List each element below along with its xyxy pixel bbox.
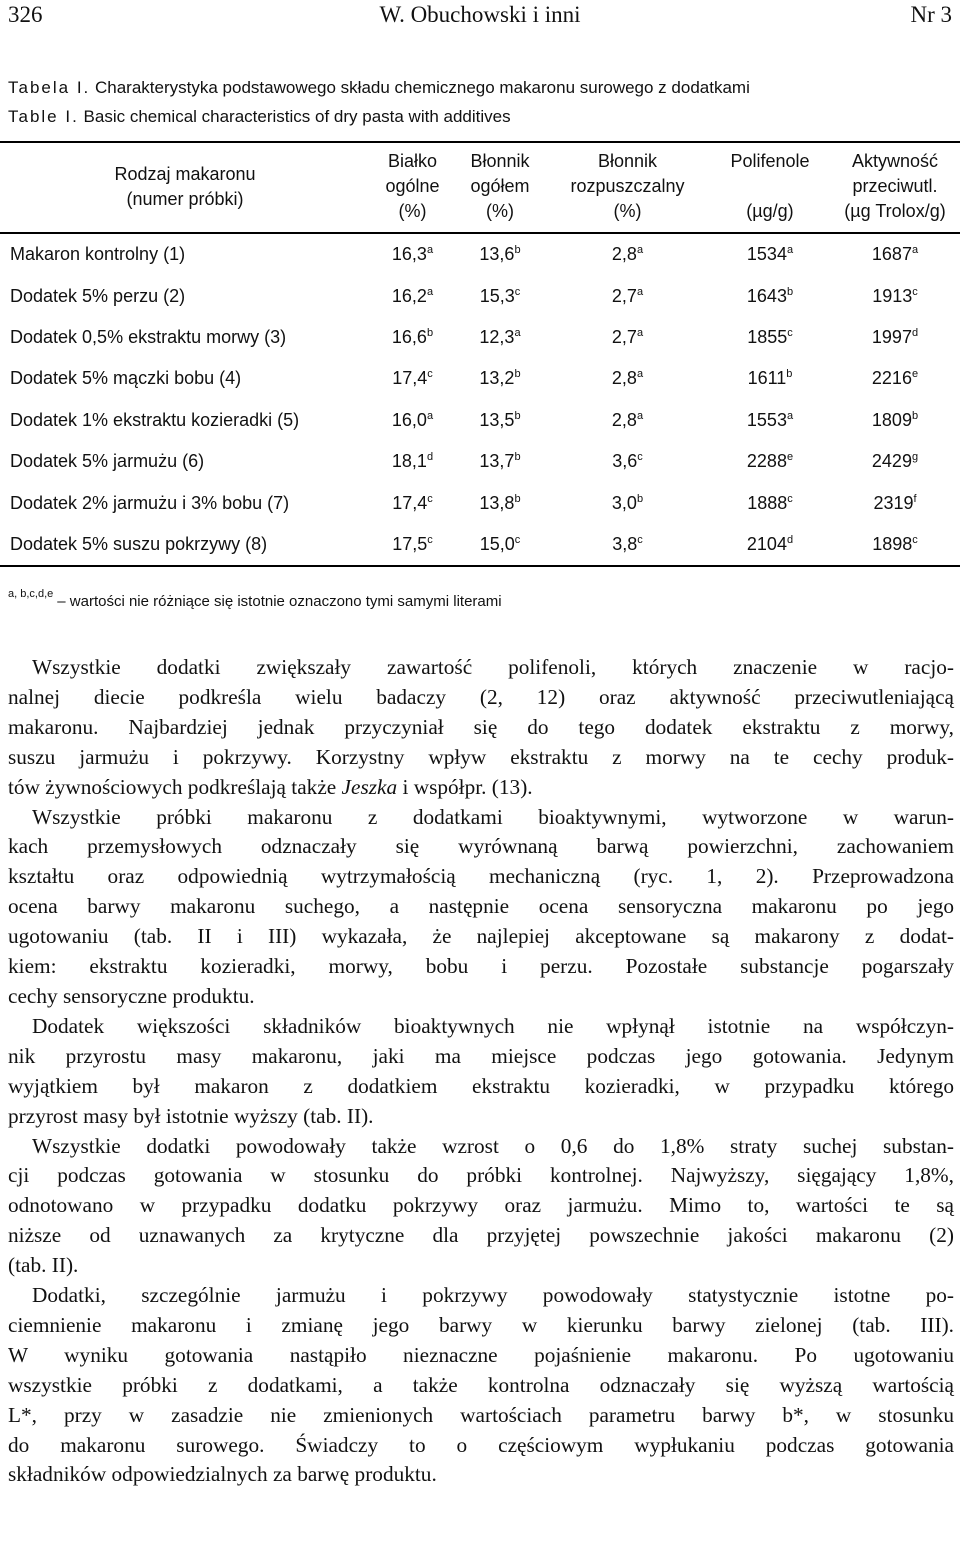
page-number: 326: [8, 2, 43, 27]
significance-letter: a: [514, 326, 521, 339]
cell-value: 2,7: [611, 285, 637, 306]
value-cell: [370, 358, 455, 399]
header-polyphenols: [710, 142, 830, 233]
value-cell: [710, 441, 830, 482]
header-line: Aktywność: [851, 151, 939, 171]
header-line: (µg Trolox/g): [844, 201, 946, 221]
value-cell: [545, 441, 710, 482]
cell-value: 13,5: [479, 409, 515, 430]
significance-letter: a: [636, 326, 644, 339]
cell-value: 2,8: [611, 409, 637, 430]
header-line: (%): [613, 201, 642, 221]
value-cell: [830, 275, 960, 316]
table-row: [0, 482, 960, 523]
significance-letter: f: [913, 492, 917, 505]
value-cell: [830, 441, 960, 482]
article-body: [8, 653, 954, 1490]
body-paragraph: [8, 1132, 954, 1282]
cell-value: 1809: [871, 409, 912, 430]
value-cell: [710, 524, 830, 566]
value-cell: [545, 524, 710, 566]
sample-name-cell: Dodatek 2% jarmużu i 3% bobu (7): [10, 492, 290, 513]
cell-value: 3,6: [612, 451, 638, 472]
value-cell: [455, 358, 545, 399]
sample-name-cell: Dodatek 5% jarmużu (6): [10, 451, 205, 472]
value-cell: [830, 317, 960, 358]
header-line: ogółem: [470, 176, 530, 196]
cell-value: 2319: [873, 492, 914, 513]
sample-name-cell: Dodatek 5% mączki bobu (4): [10, 368, 242, 389]
footnote-text: – wartości nie różniące się istotnie oznaczono tymi samymi literami: [57, 593, 502, 610]
cell-value: 2216: [871, 368, 912, 389]
cell-value: 13,8: [479, 492, 515, 513]
value-cell: [710, 482, 830, 523]
significance-letter: d: [426, 451, 434, 464]
header-line: [710, 174, 830, 199]
cell-value: 1643: [746, 285, 787, 306]
significance-letter: b: [636, 492, 644, 505]
significance-letter: b: [786, 285, 794, 298]
table-header-row: [0, 142, 960, 233]
header-line: Polifenole: [730, 151, 810, 171]
significance-letter: b: [514, 244, 521, 257]
text-line: kach przemysłowych odznaczały się wyrównaną barwą powierzchni, zachowaniem: [8, 834, 954, 859]
header-sample-type: [0, 142, 370, 233]
significance-letter: b: [911, 409, 919, 422]
text-line: do makaronu surowego. Świadczy to o częściowym wypłukaniu podczas gotowania: [8, 1432, 954, 1457]
text-line: tów żywnościowych podkreślają także Jeszka i współpr. (13).: [8, 774, 533, 799]
cell-value: 17,5: [392, 533, 428, 554]
cell-value: 17,4: [392, 368, 428, 389]
value-cell: [455, 524, 545, 566]
value-cell: [830, 524, 960, 566]
value-cell: [455, 317, 545, 358]
value-cell: [545, 358, 710, 399]
text-line: suszu jarmużu i pokrzywy. Korzystny wpływ ekstraktu z morwy na te cechy produk-: [8, 744, 954, 769]
cell-value: 1611: [747, 368, 787, 389]
value-cell: [710, 358, 830, 399]
significance-letter: b: [786, 368, 793, 381]
text-line: Wszystkie dodatki powodowały także wzrost o 0,6 do 1,8% straty suchej substan-: [32, 1133, 954, 1158]
significance-letter: c: [787, 492, 793, 505]
value-cell: [830, 358, 960, 399]
text-line: Dodatek większości składników bioaktywnych nie wpłynął istotnie na współczyn-: [32, 1013, 954, 1038]
value-cell: [545, 233, 710, 275]
value-cell: [455, 233, 545, 275]
value-cell: [710, 317, 830, 358]
text-line: kiem: ekstraktu kozieradki, morwy, bobu i perzu. Pozostałe substancje pogarszały: [8, 954, 954, 979]
body-paragraph: [8, 653, 954, 803]
table-row: [0, 233, 960, 275]
value-cell: [370, 317, 455, 358]
table-row: [0, 275, 960, 316]
value-cell: [710, 275, 830, 316]
text-line: Wszystkie próbki makaronu z dodatkami bioaktywnymi, wytworzone w warun-: [32, 804, 954, 829]
text-line: odnotowano w przypadku dodatku pokrzywy oraz jarmużu. Mimo to, wartości te są: [8, 1193, 954, 1218]
header-line: rozpuszczalny: [570, 176, 685, 196]
header-total-fiber: [455, 142, 545, 233]
value-cell: [830, 233, 960, 275]
table-caption-en-text: Basic chemical characteristics of dry pasta with additives: [83, 107, 511, 126]
table-row: [0, 524, 960, 566]
table-row: [0, 317, 960, 358]
cell-value: 1888: [747, 492, 788, 513]
value-cell: [370, 233, 455, 275]
cell-value: 2288: [746, 451, 787, 472]
significance-letter: b: [514, 492, 521, 505]
table-caption-pl-prefix: Tabela I.: [8, 78, 91, 97]
header-line: (µg/g): [746, 201, 794, 221]
significance-letter: c: [787, 326, 793, 339]
significance-letter: c: [637, 451, 643, 464]
cell-value: 15,3: [479, 285, 515, 306]
text-line: (tab. II).: [8, 1253, 79, 1278]
table-body: [0, 233, 960, 566]
value-cell: [370, 524, 455, 566]
significance-letter: d: [786, 533, 794, 546]
value-cell: [455, 275, 545, 316]
table-caption-pl: [8, 78, 750, 98]
significance-letter: c: [427, 533, 433, 546]
table-row: [0, 358, 960, 399]
text-line: L*, przy w zasadzie nie zmienionych wartościach parametru barwy b*, w stosunku: [8, 1402, 954, 1427]
value-cell: [455, 400, 545, 441]
cell-value: 1687: [871, 244, 912, 265]
footnote-letters: a, b,c,d,e: [8, 588, 54, 600]
issue-number: Nr 3: [910, 2, 952, 27]
value-cell: [830, 482, 960, 523]
header-line: Rodzaj makaronu: [114, 163, 256, 184]
value-cell: [370, 275, 455, 316]
cell-value: 13,6: [479, 244, 515, 265]
text-line: Dodatki, szczególnie jarmużu i pokrzywy powodowały statystycznie istotne po-: [32, 1283, 954, 1308]
value-cell: [370, 441, 455, 482]
sample-name-cell: Dodatek 5% suszu pokrzywy (8): [0, 524, 370, 566]
header-soluble-fiber: [545, 142, 710, 233]
significance-letter: a: [426, 285, 434, 298]
text-line: makaronu. Najbardziej jednak przyczyniał się do tego dodatek ekstraktu z morwy,: [8, 714, 954, 739]
running-title-authors: W. Obuchowski i inni: [379, 2, 581, 27]
table-caption-en-prefix: Table I.: [8, 107, 79, 126]
value-cell: [710, 400, 830, 441]
significance-letter: c: [637, 533, 643, 546]
significance-letter: a: [636, 244, 644, 257]
cell-value: 1898: [872, 533, 913, 554]
text-line: Wszystkie dodatki zwiększały zawartość polifenoli, których znaczenie w racjo-: [32, 655, 954, 679]
value-cell: [455, 441, 545, 482]
significance-letter: a: [911, 244, 919, 257]
value-cell: [710, 233, 830, 275]
significance-letter: d: [911, 326, 919, 339]
significance-letter: a: [786, 244, 794, 257]
header-line: Białko: [387, 151, 438, 171]
cell-value: 1534: [746, 244, 787, 265]
value-cell: [830, 400, 960, 441]
body-paragraph: [8, 1012, 954, 1132]
cell-value: 18,1: [391, 451, 427, 472]
significance-letter: c: [514, 533, 521, 546]
value-cell: [455, 482, 545, 523]
cell-value: 3,8: [612, 533, 638, 554]
table-row: [0, 400, 960, 441]
header-line: (%): [486, 201, 514, 221]
cell-value: 17,4: [392, 492, 428, 513]
header-line: Błonnik: [597, 151, 658, 171]
header-line: (%): [398, 201, 427, 221]
significance-letter: a: [426, 409, 434, 422]
text-line: przyrost masy był istotnie wyższy (tab. II).: [8, 1103, 374, 1128]
cell-value: 3,0: [611, 492, 637, 513]
cell-value: 1553: [746, 409, 787, 430]
composition-table: [0, 141, 960, 567]
value-cell: [545, 275, 710, 316]
text-line: ugotowaniu (tab. II i III) wykazała, że najlepiej akceptowane są makarony z dodat-: [8, 924, 954, 949]
table-caption-en: [8, 107, 511, 127]
text-line: ciemnienie makaronu i zmianę jego barwy w kierunku barwy zielonej (tab. III).: [8, 1312, 954, 1337]
table-footnote: [8, 588, 502, 610]
header-line: (numer próbki): [126, 188, 244, 209]
cell-value: 16,0: [391, 409, 427, 430]
significance-letter: c: [912, 533, 918, 546]
header-antioxidant-activity: [830, 142, 960, 233]
text-line: cechy sensoryczne produktu.: [8, 983, 255, 1008]
cell-value: 1913: [872, 285, 913, 306]
significance-letter: c: [427, 368, 433, 381]
text-line: kształtu oraz odpowiednią wytrzymałością mechaniczną (ryc. 1, 2). Przeprowadzona: [8, 864, 954, 889]
sample-name-cell: Dodatek 5% perzu (2): [10, 285, 186, 306]
significance-letter: a: [636, 368, 644, 381]
text-line: niższe od uznawanych za krytyczne dla przyjętej powszechnie jakości makaronu (2): [8, 1223, 954, 1248]
sample-name-cell: Dodatek 1% ekstraktu kozieradki (5): [10, 409, 300, 430]
significance-letter: c: [514, 285, 521, 298]
cell-value: 16,2: [391, 285, 427, 306]
text-line: nalnej diecie podkreśla wielu badaczy (2, 12) oraz aktywność przeciwutleniającą: [8, 684, 954, 709]
text-line: składników odpowiedzialnych za barwę produktu.: [8, 1462, 437, 1487]
cell-value: 15,0: [479, 533, 515, 554]
cell-value: 2,7: [611, 326, 637, 347]
value-cell: [545, 317, 710, 358]
value-cell: [545, 482, 710, 523]
cell-value: 1997: [871, 326, 912, 347]
significance-letter: b: [426, 326, 434, 339]
significance-letter: a: [786, 409, 794, 422]
body-paragraph: [8, 803, 954, 1012]
header-line: Błonnik: [470, 151, 530, 171]
text-line: cji podczas gotowania w stosunku do próbki kontrolnej. Najwyższy, sięgający 1,8%,: [8, 1163, 954, 1188]
significance-letter: a: [426, 244, 434, 257]
body-paragraph: [8, 1281, 954, 1490]
text-line: wszystkie próbki z dodatkami, a także kontrolna odznaczały się wyższą wartością: [8, 1372, 954, 1397]
sample-name-cell: Makaron kontrolny (1): [10, 244, 186, 265]
significance-letter: e: [911, 368, 919, 381]
header-line: ogólne: [385, 176, 440, 196]
table-caption-pl-text: Charakterystyka podstawowego składu chemicznego makaronu surowego z dodatkami: [95, 78, 750, 97]
text-line: nik przyrostu masy makaronu, jaki ma miejsce podczas jego gotowania. Jedynym: [8, 1043, 954, 1068]
cell-value: 13,2: [479, 368, 515, 389]
header-total-protein: [370, 142, 455, 233]
cell-value: 2,8: [611, 368, 637, 389]
significance-letter: b: [514, 451, 521, 464]
sample-name-cell: Dodatek 0,5% ekstraktu morwy (3): [10, 326, 287, 347]
header-line: przeciwutl.: [852, 176, 938, 196]
page-header: [8, 0, 952, 32]
cell-value: 2429: [871, 451, 912, 472]
cell-value: 16,3: [391, 244, 427, 265]
text-line: wyjątkiem był makaron z dodatkiem ekstraktu kozieradki, w przypadku którego: [8, 1073, 954, 1098]
value-cell: [545, 400, 710, 441]
significance-letter: e: [786, 451, 794, 464]
text-line: ocena barwy makaronu suchego, a następnie ocena sensoryczna makaronu po jego: [8, 894, 954, 919]
significance-letter: c: [427, 492, 433, 505]
italic-author: Jeszka: [341, 774, 398, 799]
significance-letter: a: [636, 409, 644, 422]
significance-letter: g: [911, 451, 919, 464]
cell-value: 2,8: [611, 244, 637, 265]
cell-value: 1855: [747, 326, 788, 347]
table-row: [0, 441, 960, 482]
cell-value: 13,7: [479, 451, 515, 472]
cell-value: 12,3: [479, 326, 515, 347]
value-cell: [370, 482, 455, 523]
cell-value: 2104: [746, 533, 787, 554]
cell-value: 16,6: [391, 326, 427, 347]
significance-letter: c: [912, 285, 918, 298]
text-line: W wyniku gotowania nastąpiło nieznaczne pojaśnienie makaronu. Po ugotowaniu: [8, 1342, 954, 1367]
significance-letter: a: [636, 285, 644, 298]
value-cell: [370, 400, 455, 441]
significance-letter: b: [514, 409, 521, 422]
significance-letter: b: [514, 368, 521, 381]
